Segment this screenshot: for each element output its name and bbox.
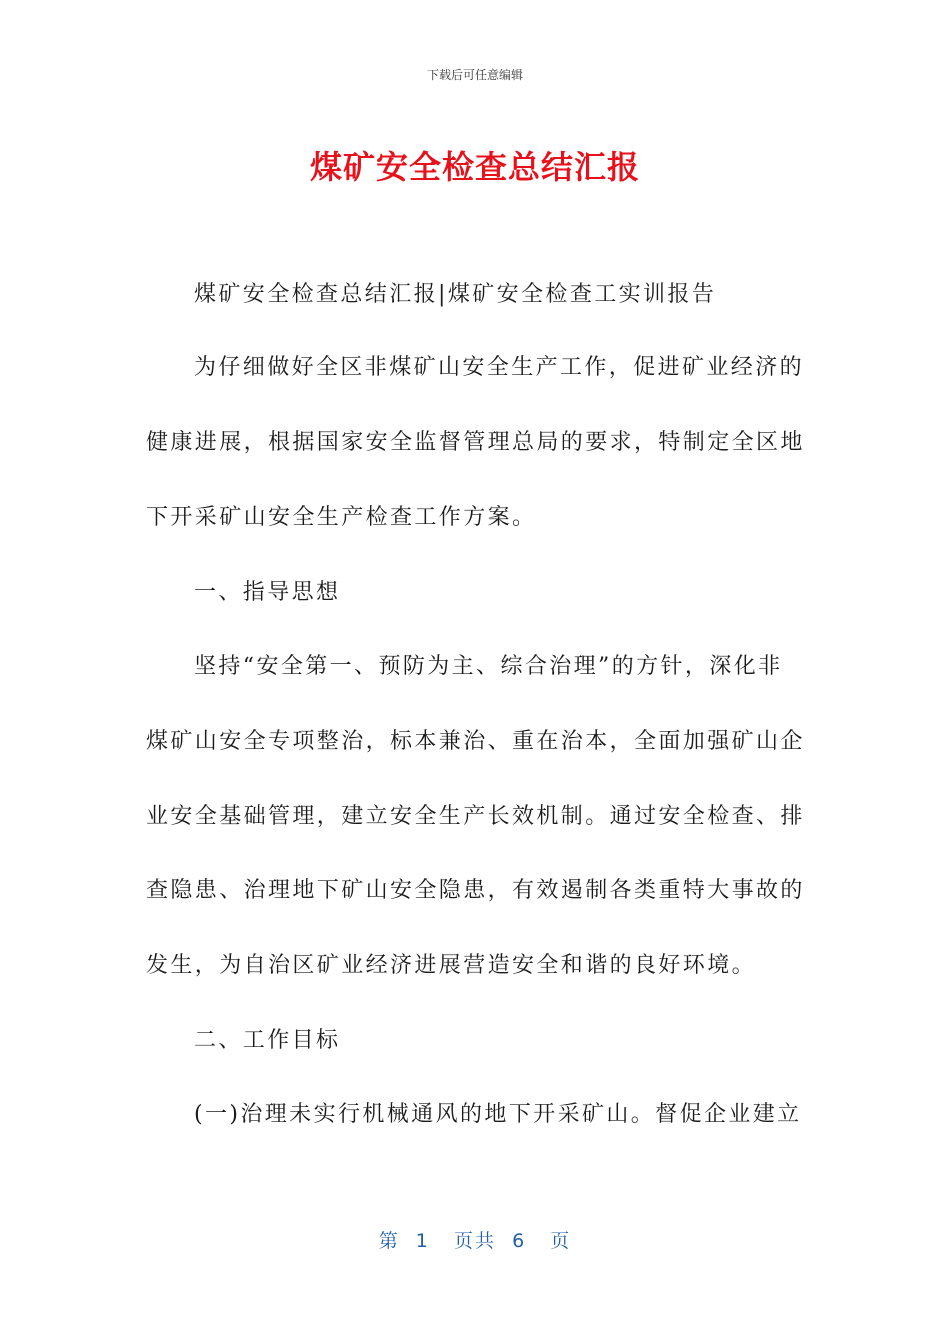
- paragraph-line: 下开采矿山安全生产检查工作方案。: [146, 505, 537, 530]
- section-heading: 二、工作目标: [194, 1028, 341, 1053]
- subtitle-line: 煤矿安全检查总结汇报|煤矿安全检查工实训报告: [194, 282, 717, 307]
- paragraph-line: 坚持“安全第一、预防为主、综合治理”的方针，深化非: [194, 654, 783, 679]
- paragraph-line: 发生，为自治区矿业经济进展营造安全和谐的良好环境。: [146, 953, 757, 978]
- paragraph-line: 为仔细做好全区非煤矿山安全生产工作，促进矿业经济的: [194, 355, 805, 380]
- document-title: 煤矿安全检查总结汇报: [309, 148, 640, 186]
- paragraph-line: 健康进展，根据国家安全监督管理总局的要求，特制定全区地: [146, 430, 805, 455]
- paragraph-line: 查隐患、治理地下矿山安全隐患，有效遏制各类重特大事故的: [146, 878, 805, 903]
- paragraph-line: 业安全基础管理，建立安全生产长效机制。通过安全检查、排: [146, 804, 805, 829]
- paragraph-line: (一)治理未实行机械通风的地下开采矿山。督促企业建立: [194, 1102, 802, 1127]
- header-note: 下载后可任意编辑: [426, 68, 523, 82]
- paragraph-line: 煤矿山安全专项整治，标本兼治、重在治本，全面加强矿山企: [146, 729, 805, 754]
- page-number-footer: 第 1 页共 6 页: [378, 1230, 572, 1252]
- section-heading: 一、指导思想: [194, 580, 341, 605]
